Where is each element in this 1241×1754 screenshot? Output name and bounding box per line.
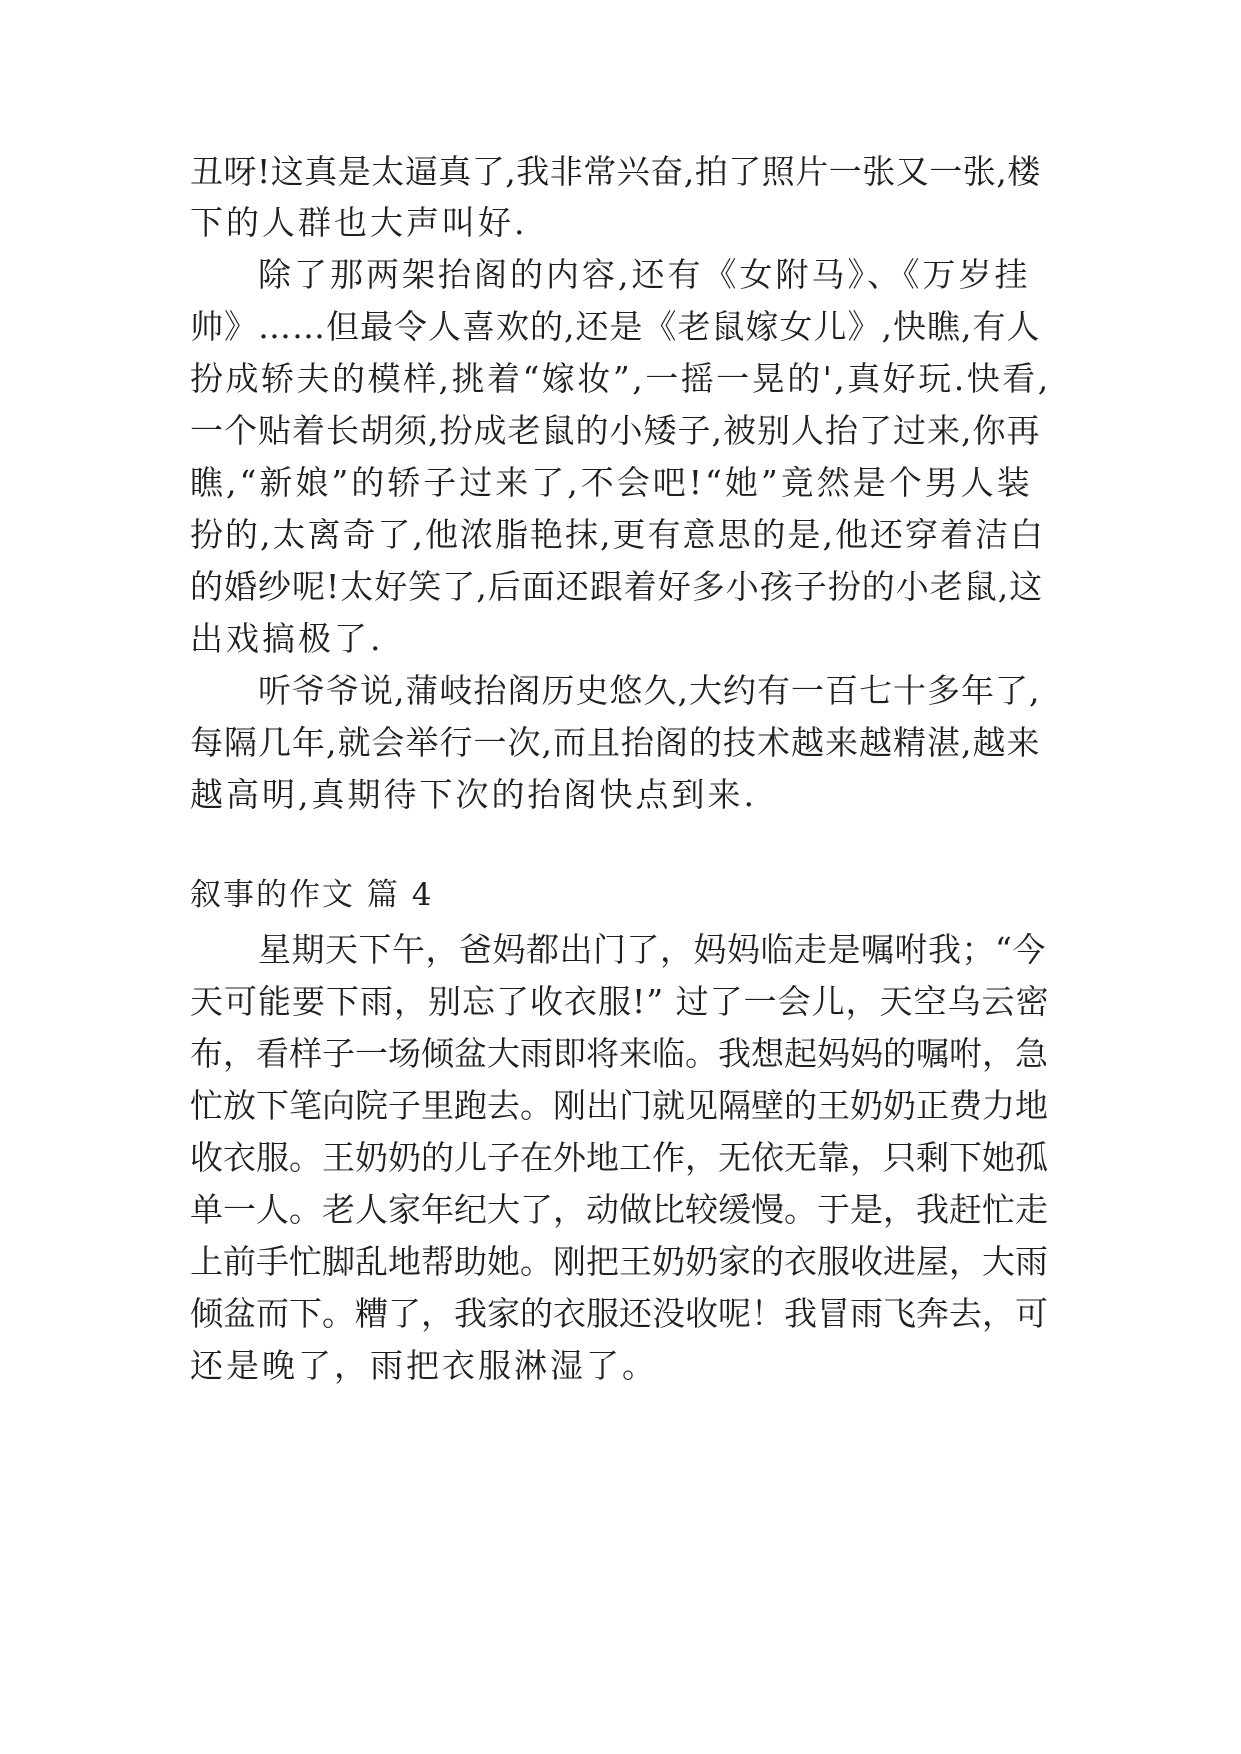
text-line: 上前手忙脚乱地帮助她。刚把王奶奶家的衣服收进屋，大雨	[190, 1242, 1048, 1281]
text-line: 扮的,太离奇了,他浓脂艳抹,更有意思的是,他还穿着洁白	[190, 515, 1045, 554]
text-line: 越高明,真期待下次的抬阁快点到来.	[190, 775, 757, 814]
text-line: 扮成轿夫的模样,挑着“嫁妆”,一摇一晃的',真好玩.快看,	[190, 359, 1051, 398]
text-line: 的婚纱呢!太好笑了,后面还跟着好多小孩子扮的小老鼠,这	[190, 567, 1044, 606]
text-line: 丑呀!这真是太逼真了,我非常兴奋,拍了照片一张又一张,楼	[190, 152, 1041, 191]
text-line: 一个贴着长胡须,扮成老鼠的小矮子,被别人抬了过来,你再	[190, 411, 1041, 450]
text-line: 帅》……但最令人喜欢的,还是《老鼠嫁女儿》,快瞧,有人	[190, 307, 1041, 346]
text-line: 出戏搞极了.	[190, 619, 384, 658]
text-line: 收衣服。王奶奶的儿子在外地工作，无依无靠，只剩下她孤	[190, 1138, 1048, 1177]
text-line: 除了那两架抬阁的内容,还有《女附马》、《万岁挂	[258, 255, 1031, 294]
text-line: 每隔几年,就会举行一次,而且抬阁的技术越来越精湛,越来	[190, 723, 1041, 762]
text-line: 听爷爷说,蒲岐抬阁历史悠久,大约有一百七十多年了,	[258, 671, 1041, 710]
text-line: 瞧,“新娘”的轿子过来了,不会吧!“她”竟然是个男人装	[190, 463, 1033, 502]
text-line: 下的人群也大声叫好.	[190, 203, 528, 242]
text-line: 天可能要下雨，别忘了收衣服!” 过了一会儿，天空乌云密	[190, 982, 1050, 1021]
text-line: 布，看样子一场倾盆大雨即将来临。我想起妈妈的嘱咐，急	[190, 1034, 1048, 1073]
text-line: 还是晚了，雨把衣服淋湿了。	[190, 1346, 658, 1385]
text-line: 倾盆而下。糟了，我家的衣服还没收呢！我冒雨飞奔去，可	[190, 1294, 1048, 1333]
text-line: 星期天下午，爸妈都出门了，妈妈临走是嘱咐我；“今	[258, 930, 1046, 969]
text-line: 忙放下笔向院子里跑去。刚出门就见隔壁的王奶奶正费力地	[190, 1086, 1048, 1125]
text-line: 单一人。老人家年纪大了，动做比较缓慢。于是，我赶忙走	[190, 1190, 1048, 1229]
section-heading: 叙事的作文 篇 4	[190, 877, 434, 913]
